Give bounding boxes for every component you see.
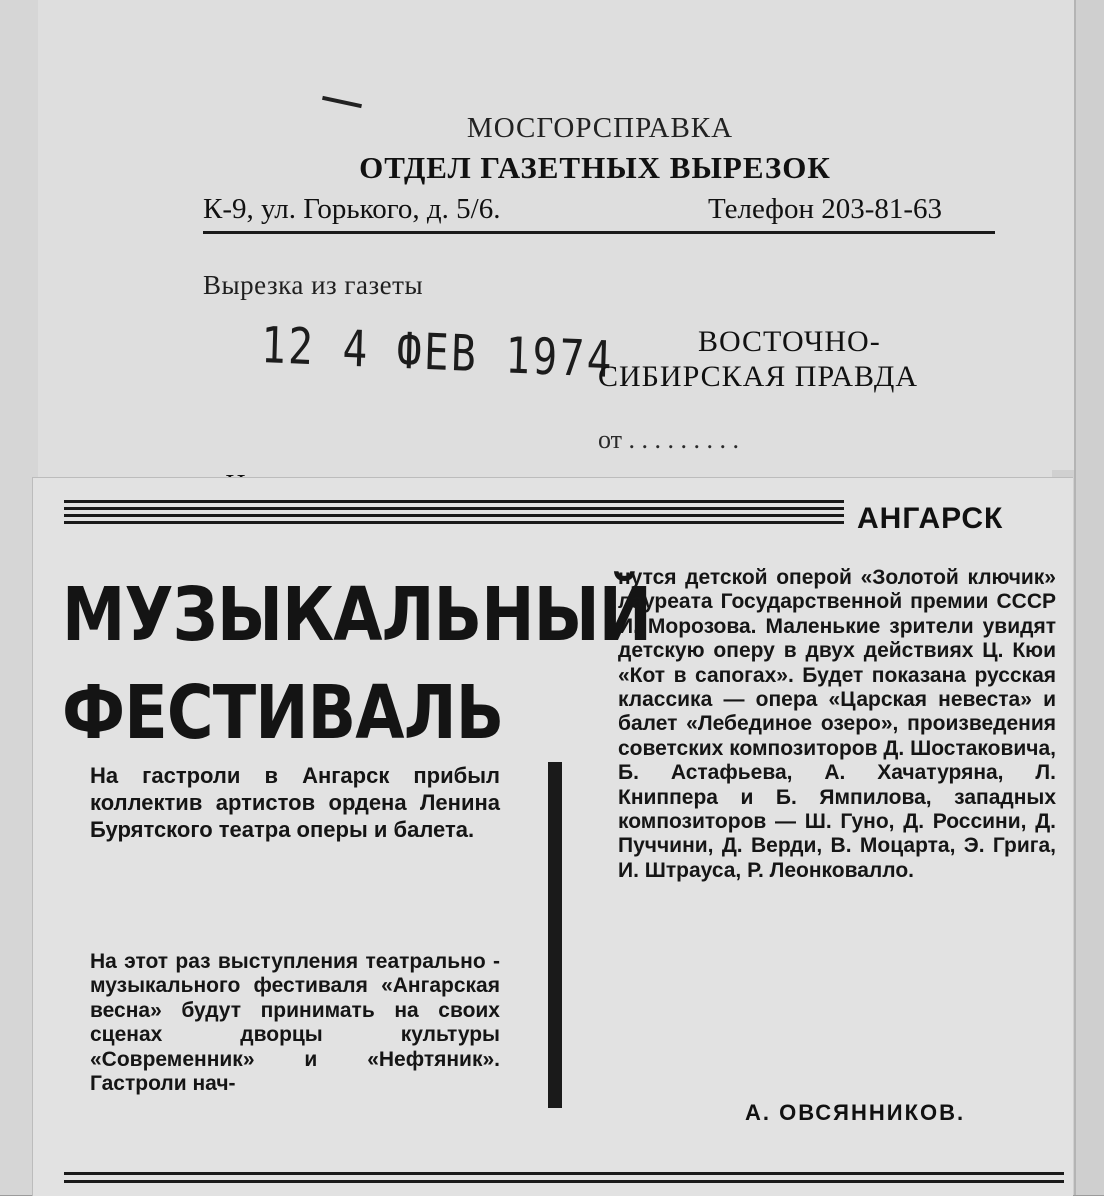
headline <box>62 566 652 762</box>
body-left-text: На этот раз выступления театрально - музыкального фестиваля «Ангарская весна» будут принимать на своих сценах дворцы культуры «Современник» и «Нефтяник». Гастроли нач- <box>90 950 500 1096</box>
cut-label: Вырезка из газеты <box>203 270 424 300</box>
column-bar <box>548 762 562 1108</box>
bottom-rules <box>64 1172 1064 1188</box>
article-body-right <box>618 566 1056 883</box>
header-rule <box>203 231 995 234</box>
headline-line1: МУЗЫКАЛЬНЫЙ <box>62 572 652 658</box>
headline-line2: ФЕСТИВАЛЬ <box>62 670 504 756</box>
lead-text: На гастроли в Ангарск прибыл коллектив артистов ордена Ленина Бурятского театра оперы и балета. <box>90 763 500 842</box>
rubric: АНГАРСК <box>857 502 1004 535</box>
date-stamp: 12 4 ФЕВ 1974 <box>260 316 615 389</box>
address: К-9, ул. Горького, д. 5/6. <box>203 193 501 225</box>
article-body-left <box>90 950 500 1096</box>
signature: А. ОВСЯННИКОВ. <box>745 1100 966 1125</box>
newspaper-name-line1: ВОСТОЧНО- <box>698 325 881 358</box>
department-name: ОТДЕЛ ГАЗЕТНЫХ ВЫРЕЗОК <box>359 150 831 185</box>
org-name: МОСГОРСПРАВКА <box>466 112 734 144</box>
phone-number: Телефон 203-81-63 <box>708 193 943 225</box>
from-date-label: от . . . . . . . . . <box>598 425 740 454</box>
paper-edge <box>1074 0 1104 1195</box>
article-lead <box>90 762 500 843</box>
body-right-text: нутся детской оперой «Золотой ключик» лауреата Государственной премии СССР И. Морозова. Маленькие зрители увидят детскую оперу в двух действиях Ц. Кюи «Кот в сапогах». Будет показана русская классика — опера «Царская невеста» и балет «Лебединое озеро», произведения советских композиторов Д. Шостаковича, Б. Астафьева, А. Хачатуряна, Л. Книппера и Б. Ямпилова, западных композиторов — Ш. Гуно, Д. Россини, Д. Пуччини, Д. Верди, В. Моцарта, Э. Грига, И. Штрауса, Р. Леонковалло. <box>618 566 1056 882</box>
newspaper-name-line2: СИБИРСКАЯ ПРАВДА <box>598 360 918 393</box>
rubric-rules <box>64 500 844 530</box>
